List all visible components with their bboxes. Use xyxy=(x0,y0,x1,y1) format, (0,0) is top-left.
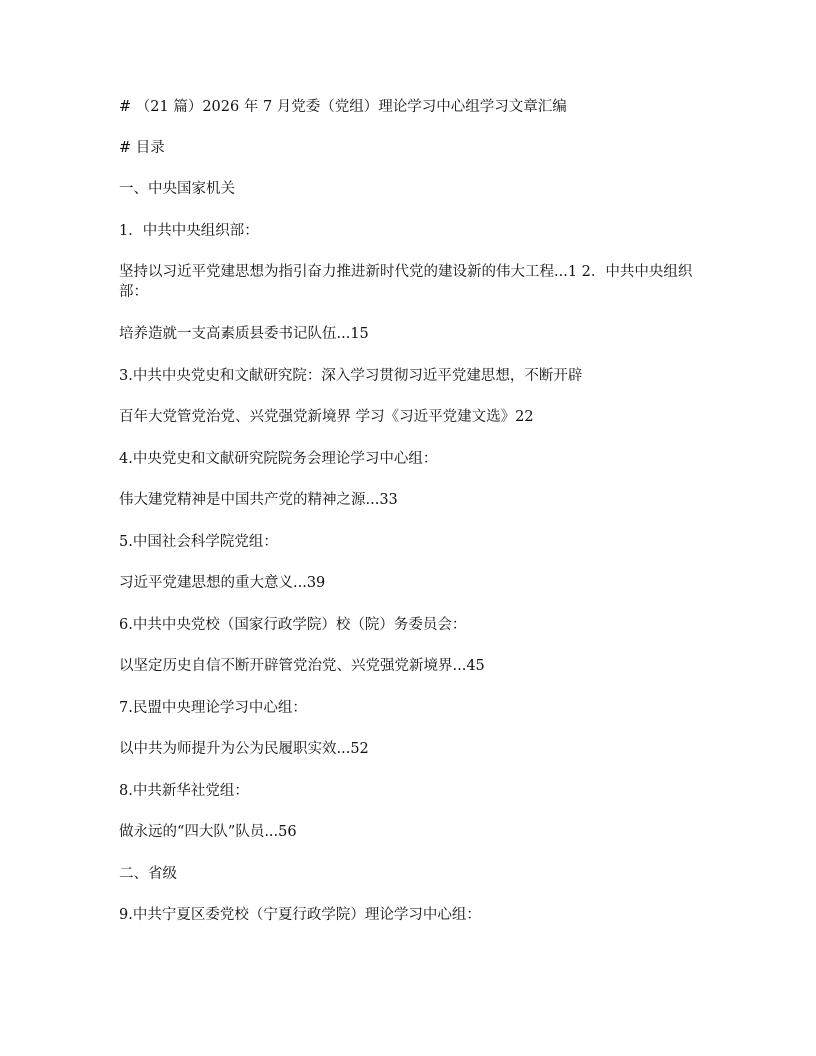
section-heading: 二、省级 xyxy=(119,866,177,882)
toc-entry-title: 百年大党管党治党、兴党强党新境界 学习《习近平党建文选》22 xyxy=(119,409,534,425)
toc-entry-label: 9.中共宁夏区委党校（宁夏行政学院）理论学习中心组： xyxy=(119,907,481,923)
toc-entry-title: 做永远的“四大队”队员...56 xyxy=(119,824,297,840)
toc-entry-title: 坚持以习近平党建思想为指引奋力推进新时代党的建设新的伟大工程...1 2．中共中央组织部： xyxy=(119,264,693,300)
section-heading: 一、中央国家机关 xyxy=(119,181,235,197)
toc-entry-label: 1．中共中央组织部： xyxy=(119,223,259,239)
toc-entry-title: 培养造就一支高素质县委书记队伍...15 xyxy=(119,326,369,342)
toc-entry-title: 以坚定历史自信不断开辟管党治党、兴党强党新境界...45 xyxy=(119,658,485,674)
toc-entry-label: 7.民盟中央理论学习中心组： xyxy=(119,700,307,716)
toc-heading: # 目录 xyxy=(119,140,165,156)
toc-entry-title: 以中共为师提升为公为民履职实效...52 xyxy=(119,741,369,757)
toc-entry-label: 3.中共中央党史和文献研究院：深入学习贯彻习近平党建思想，不断开辟 xyxy=(119,368,583,384)
document-title: # （21 篇）2026 年 7 月党委（党组）理论学习中心组学习文章汇编 xyxy=(119,99,567,115)
toc-entry-label: 5.中国社会科学院党组： xyxy=(119,534,278,550)
toc-entry-title: 习近平党建思想的重大意义...39 xyxy=(119,575,326,591)
toc-entry-label: 4.中央党史和文献研究院院务会理论学习中心组： xyxy=(119,451,438,467)
toc-entry-label: 6.中共中央党校（国家行政学院）校（院）务委员会： xyxy=(119,617,467,633)
toc-entry-title: 伟大建党精神是中国共产党的精神之源...33 xyxy=(119,492,398,508)
toc-entry-label: 8.中共新华社党组： xyxy=(119,783,249,799)
